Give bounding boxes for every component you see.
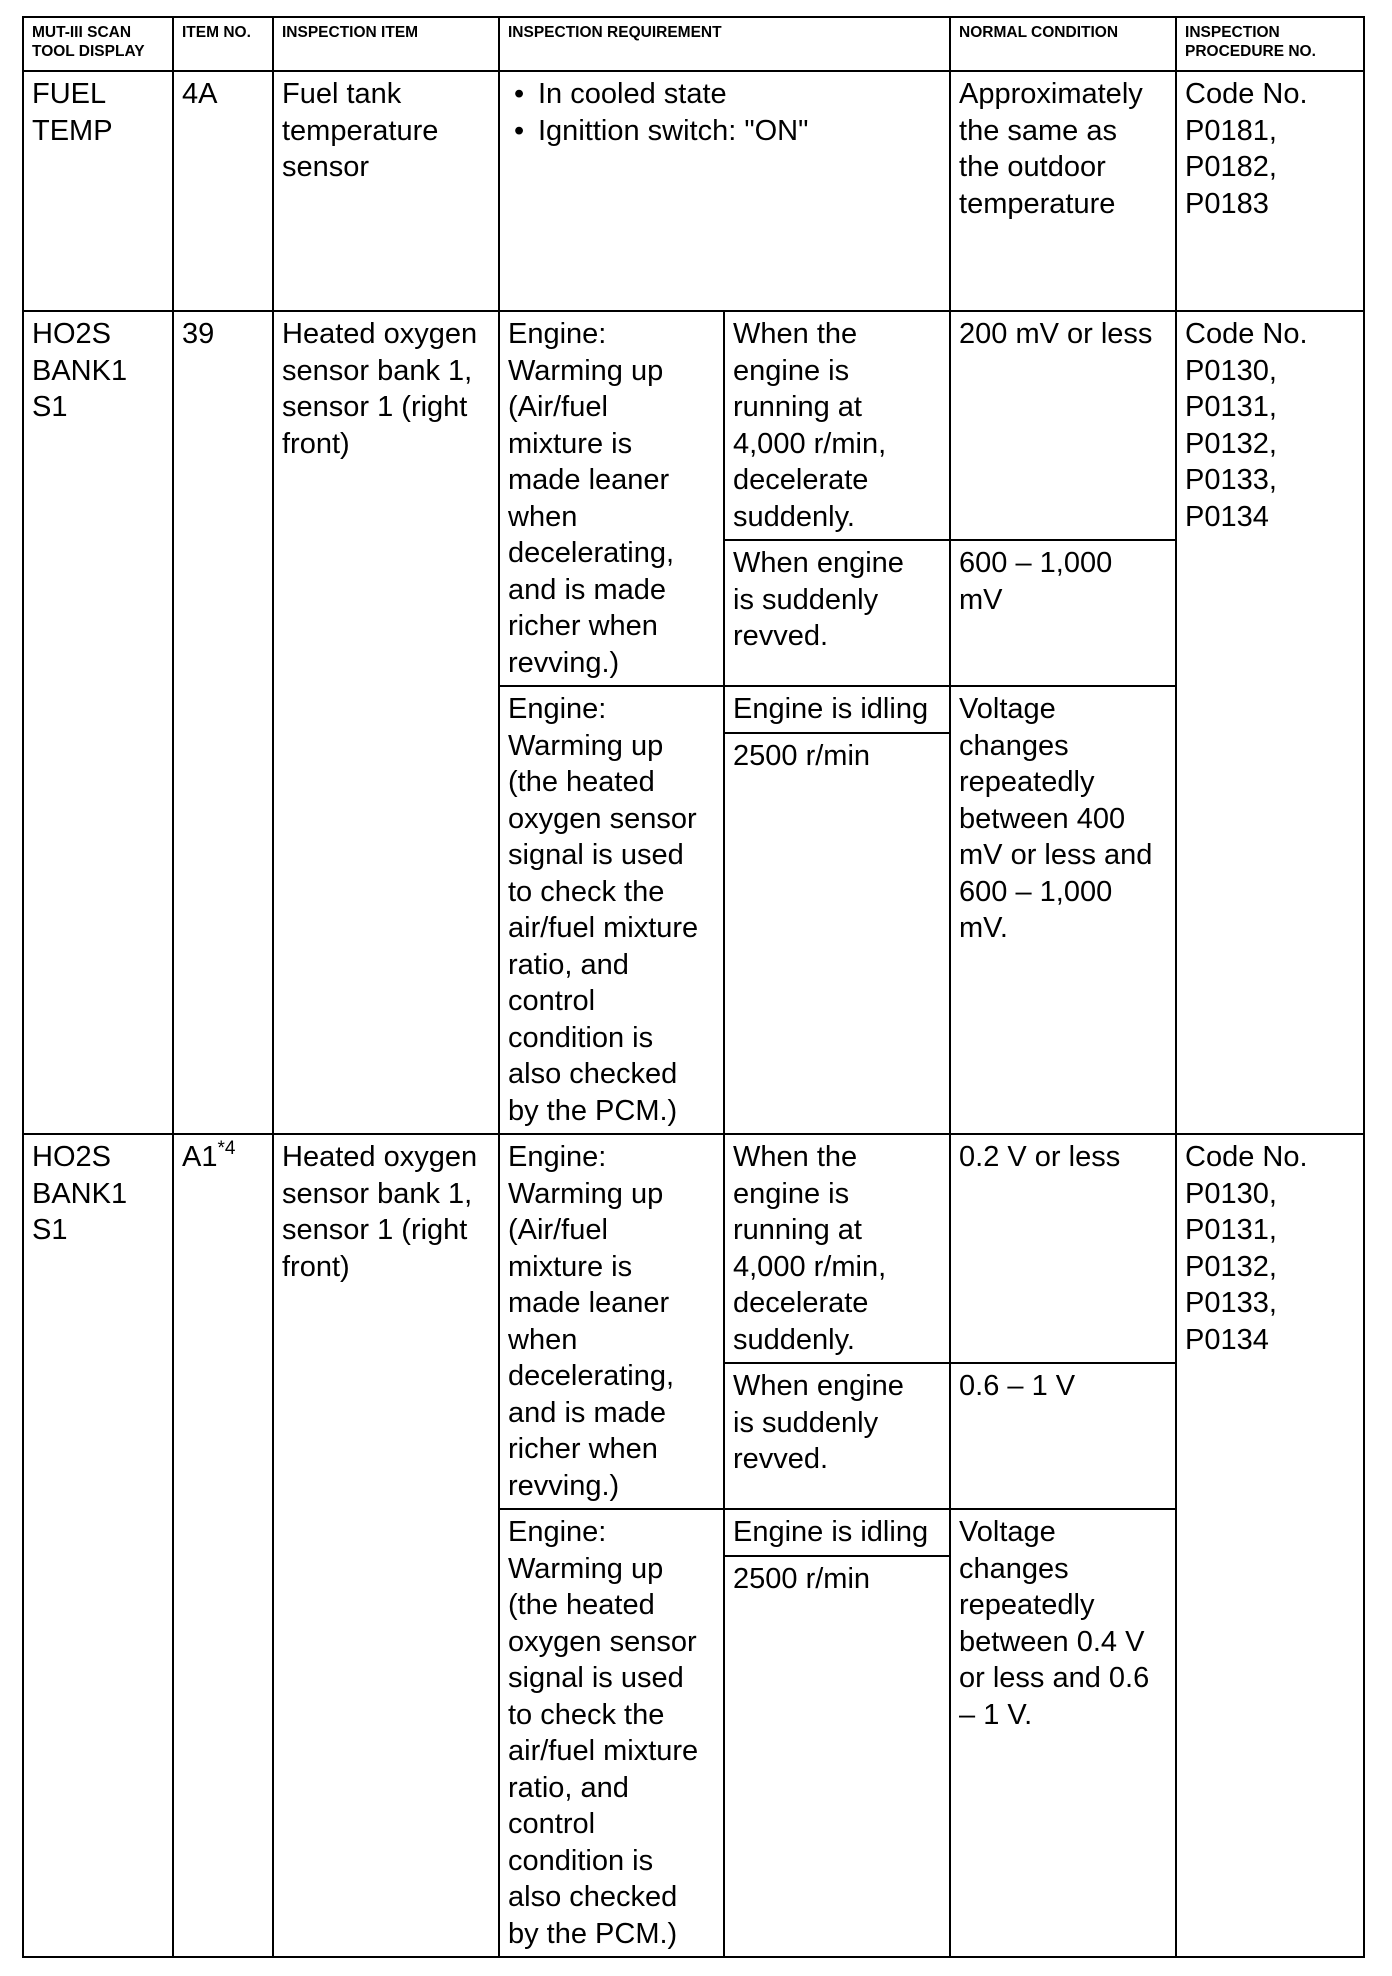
normal-condition-cell: 200 mV or less [950, 311, 1176, 540]
header-normal-condition: NORMAL CONDITION [950, 17, 1176, 71]
normal-condition-cell: Voltage changes repeatedly between 400 mV or less and 600 – 1,000 mV. [950, 686, 1176, 1134]
condition-cell: When engine is suddenly revved. [724, 1363, 950, 1509]
normal-condition-cell: 600 – 1,000 mV [950, 540, 1176, 686]
header-row [23, 17, 1364, 71]
condition-cell: 2500 r/min [724, 1556, 950, 1957]
procedure-no-cell: Code No. P0130, P0131, P0132, P0133, P0134 [1176, 311, 1364, 1134]
header-display: MUT-III SCAN TOOL DISPLAY [23, 17, 173, 71]
requirement-cell: Engine: Warming up (Air/fuel mixture is made leaner when decelerating, and is made richer when revving.) [499, 311, 724, 686]
item-no-cell: 4A [173, 71, 273, 311]
requirement-cell [499, 71, 950, 311]
header-item-no: ITEM NO. [173, 17, 273, 71]
condition-cell: Engine is idling [724, 1509, 950, 1556]
footnote-mark: *4 [217, 1138, 236, 1159]
requirement-bullet: • In cooled state [538, 76, 941, 113]
requirement-cell: Engine: Warming up (Air/fuel mixture is made leaner when decelerating, and is made richer when revving.) [499, 1134, 724, 1509]
condition-cell: 2500 r/min [724, 733, 950, 1134]
item-no-text: 39 [182, 318, 215, 350]
condition-cell: Engine is idling [724, 686, 950, 733]
table-row [23, 1134, 1364, 1363]
normal-condition-cell: 0.2 V or less [950, 1134, 1176, 1363]
procedure-no-cell: Code No. P0130, P0131, P0132, P0133, P0134 [1176, 1134, 1364, 1957]
display-cell: HO2S BANK1 S1 [23, 1134, 173, 1957]
normal-condition-cell: Voltage changes repeatedly between 0.4 V or less and 0.6 – 1 V. [950, 1509, 1176, 1957]
requirement-cell: Engine: Warming up (the heated oxygen sensor signal is used to check the air/fuel mixture ratio, and control condition is also checked by the PCM.) [499, 686, 724, 1134]
condition-cell: When the engine is running at 4,000 r/min, decelerate suddenly. [724, 1134, 950, 1363]
item-no-text: A1 [182, 1141, 218, 1173]
normal-condition-cell: Approximately the same as the outdoor temperature [950, 71, 1176, 311]
table-row [23, 71, 1364, 311]
item-no-cell [173, 311, 273, 1134]
inspection-item-cell: Heated oxygen sensor bank 1, sensor 1 (right front) [273, 1134, 499, 1957]
condition-cell: When engine is suddenly revved. [724, 540, 950, 686]
header-inspection-item: INSPECTION ITEM [273, 17, 499, 71]
requirement-cell: Engine: Warming up (the heated oxygen sensor signal is used to check the air/fuel mixture ratio, and control condition is also checked by the PCM.) [499, 1509, 724, 1957]
requirement-list [508, 76, 941, 149]
display-cell: FUEL TEMP [23, 71, 173, 311]
procedure-no-cell: Code No. P0181, P0182, P0183 [1176, 71, 1364, 311]
inspection-item-cell: Fuel tank temperature sensor [273, 71, 499, 311]
condition-cell: When the engine is running at 4,000 r/min, decelerate suddenly. [724, 311, 950, 540]
requirement-bullet: • Ignittion switch: "ON" [538, 113, 941, 150]
item-no-cell [173, 1134, 273, 1957]
header-requirement: INSPECTION REQUIREMENT [499, 17, 950, 71]
table-row [23, 311, 1364, 540]
inspection-item-cell: Heated oxygen sensor bank 1, sensor 1 (right front) [273, 311, 499, 1134]
header-procedure-no: INSPECTION PROCEDURE NO. [1176, 17, 1364, 71]
normal-condition-cell: 0.6 – 1 V [950, 1363, 1176, 1509]
inspection-table [22, 16, 1365, 1958]
display-cell: HO2S BANK1 S1 [23, 311, 173, 1134]
